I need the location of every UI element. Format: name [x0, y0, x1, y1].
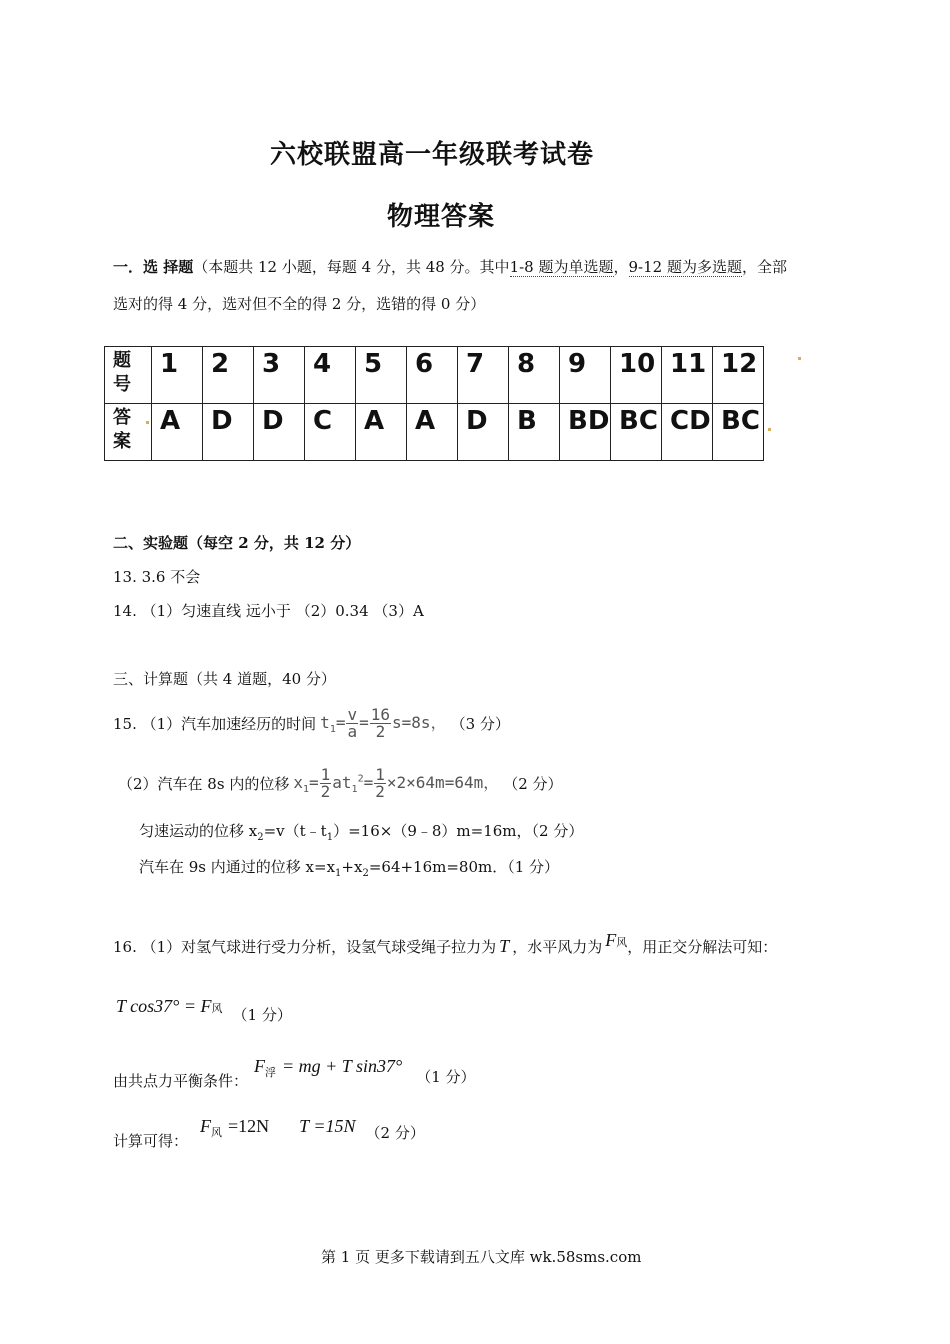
q15-part2-text: （2）汽车在 8s 内的位移 — [118, 774, 290, 793]
section1-heading: 一．选 择题 — [113, 258, 194, 276]
q16-tension-symbol: T — [499, 935, 510, 956]
q16-wind-subscript: 风 — [616, 936, 628, 949]
section1-comma: ， — [613, 258, 629, 276]
row-label-answer — [105, 404, 152, 461]
q15-half-fraction — [320, 764, 332, 801]
q15-x-symbol: x — [293, 772, 303, 792]
question-number-cell: 4 — [305, 347, 356, 404]
answer-cell: BC — [611, 404, 662, 461]
q16-mid-text: ，水平风力为 — [512, 937, 603, 956]
q15-uniform-text-b: =v（t﹣t — [263, 822, 327, 840]
eq1-expression: T cos37° = F — [116, 996, 212, 1016]
question-number-cell: 2 — [203, 347, 254, 404]
question-number-cell: 12 — [713, 347, 764, 404]
q15-t-subscript: 1 — [329, 723, 336, 735]
q15-x2-subscript: 2 — [257, 832, 264, 843]
eq2-subscript: 浮 — [265, 1066, 277, 1079]
q15-numerator-v: v — [347, 704, 358, 724]
edit-marker — [146, 421, 149, 424]
answer-row — [105, 404, 764, 461]
q15-time-result: s=8s， — [392, 712, 447, 732]
section1-line1 — [113, 256, 787, 277]
question-number-cell: 11 — [662, 347, 713, 404]
equation-horizontal-balance — [116, 996, 292, 1024]
question-number-cell: 1 — [152, 347, 203, 404]
section1-desc-a: （本题共 12 小题，每题 4 分，共 48 分。其中 — [193, 258, 510, 276]
eq3-wind-force-value: =12N — [228, 1116, 270, 1136]
multi-choice-range: 9-12 题为多选题 — [628, 258, 742, 276]
question-number-cell: 6 — [407, 347, 458, 404]
answer-cell: A — [356, 404, 407, 461]
q15-displacement-result: ×2×64m=64m， — [386, 772, 500, 792]
q15-t1-subscript-b: 1 — [326, 832, 334, 843]
q15-part2-score: （2 分） — [503, 774, 563, 793]
row2-label-char1: 答 — [113, 407, 131, 428]
answer-q15-uniform-displacement — [139, 820, 583, 843]
row1-label-char2: 号 — [113, 374, 131, 395]
answer-q16-intro — [113, 926, 777, 966]
answer-cell: BD — [560, 404, 611, 461]
q15-half-numerator: 1 — [320, 764, 331, 784]
answer-cell: A — [152, 404, 203, 461]
q15-x-subscript: 1 — [302, 783, 309, 795]
answer-subtitle: 物理答案 — [387, 202, 496, 232]
q15-time-formula: $t_1=$ $\frac{v}{a}$ = $\frac{16}{2}$ s=8s， — [320, 704, 447, 741]
eq3-subscript: 风 — [211, 1126, 223, 1139]
question-number-cell: 9 — [560, 347, 611, 404]
q15-x1-subscript: 1 — [335, 868, 342, 879]
q15-total-text-a: 汽车在 9s 内通过的位移 x=x — [139, 858, 336, 876]
q16-wind-force-symbol: F — [605, 929, 617, 950]
section1-desc-b: ，全部 — [741, 258, 787, 276]
answer-q13: 13. 3.6 不会 — [113, 568, 201, 586]
question-number-cell: 3 — [254, 347, 305, 404]
answer-cell: A — [407, 404, 458, 461]
answer-cell: BC — [713, 404, 764, 461]
q16-end-text: ，用正交分解法可知： — [627, 937, 778, 956]
question-number-cell: 7 — [458, 347, 509, 404]
q15-half-denominator: 2 — [320, 781, 331, 801]
page-footer: 第 1 页 更多下载请到五八文库 wk.58sms.com — [321, 1248, 642, 1266]
answer-cell: C — [305, 404, 356, 461]
q15-fraction-16-over-2 — [370, 704, 391, 741]
equation-results — [113, 1116, 425, 1150]
q15-part1-score: （3 分） — [450, 714, 510, 733]
question-number-cell: 8 — [509, 347, 560, 404]
q15-total-text-b: +x — [341, 858, 363, 876]
answer-q14: 14. （1）匀速直线 远小于 （2）0.34 （3）A — [113, 602, 424, 620]
eq2-label: 由共点力平衡条件： — [113, 1072, 249, 1090]
answer-cell: D — [458, 404, 509, 461]
eq3-label: 计算可得： — [113, 1132, 189, 1150]
answer-q15-part1 — [113, 700, 510, 746]
answer-q15-part2 — [118, 760, 563, 806]
eq3-tension-value: T =15N — [299, 1116, 356, 1136]
equation-vertical-balance — [113, 1056, 476, 1090]
row-label-question-number — [105, 347, 152, 404]
eq3-wind-force-symbol: F — [200, 1116, 212, 1136]
q15-half-numerator: 1 — [375, 764, 385, 784]
question-number-row — [105, 347, 764, 404]
answer-cell: D — [254, 404, 305, 461]
eq2-buoyancy-symbol: F — [254, 1056, 266, 1076]
q16-intro-text: 16. （1）对氢气球进行受力分析，设氢气球受绳子拉力为 — [113, 937, 497, 956]
q15-fraction-v-over-a — [346, 704, 358, 741]
q15-square-superscript: 2 — [357, 773, 364, 785]
answer-cell: CD — [662, 404, 713, 461]
q15-denominator-2: 2 — [375, 721, 386, 741]
eq2-rhs: = mg + T sin37° — [282, 1056, 403, 1076]
q15-at-term: at — [332, 772, 352, 792]
q15-uniform-text-a: 匀速运动的位移 x — [139, 822, 258, 840]
question-number-cell: 10 — [611, 347, 662, 404]
q15-x2-subscript-b: 2 — [362, 868, 369, 879]
eq1-score: （1 分） — [232, 1006, 292, 1024]
q15-half-fraction — [374, 764, 386, 801]
eq3-score: （2 分） — [365, 1124, 425, 1142]
row1-label-char1: 题 — [113, 350, 131, 371]
q15-part1-text: 15. （1）汽车加速经历的时间 — [113, 714, 317, 733]
answer-cell: B — [509, 404, 560, 461]
answer-q15-total-displacement — [139, 856, 559, 879]
q15-numerator-16: 16 — [370, 704, 391, 724]
answer-table — [104, 346, 764, 461]
q15-uniform-text-c: ）=16×（9﹣8）m=16m，（2 分） — [333, 822, 584, 840]
row2-label-char2: 案 — [113, 431, 131, 452]
q15-total-text-c: =64+16m=80m．（1 分） — [368, 858, 560, 876]
edit-marker — [798, 357, 801, 360]
eq2-score: （1 分） — [416, 1068, 476, 1086]
q15-t1-subscript: 1 — [351, 783, 358, 795]
question-number-cell: 5 — [356, 347, 407, 404]
edit-marker — [768, 428, 771, 431]
answer-cell: D — [203, 404, 254, 461]
section3-heading: 三、计算题（共 4 道题，40 分） — [113, 670, 336, 688]
q15-denominator-a: a — [347, 721, 358, 741]
single-choice-range: 1-8 题为单选题 — [509, 258, 614, 276]
q15-half-denominator: 2 — [375, 781, 385, 801]
eq1-subscript: 风 — [211, 1002, 223, 1015]
exam-title: 六校联盟高一年级联考试卷 — [270, 140, 595, 170]
section1-line2: 选对的得 4 分，选对但不全的得 2 分，选错的得 0 分） — [113, 295, 486, 313]
section2-heading: 二、实验题（每空 2 分，共 12 分） — [113, 534, 361, 552]
q15-displacement-formula: $x_1=$ $\frac{1}{2}$ $at_1^2=$ $\frac{1}{2}$ ×2×64m=64m， — [293, 764, 500, 801]
q15-t-symbol: t — [320, 712, 330, 732]
